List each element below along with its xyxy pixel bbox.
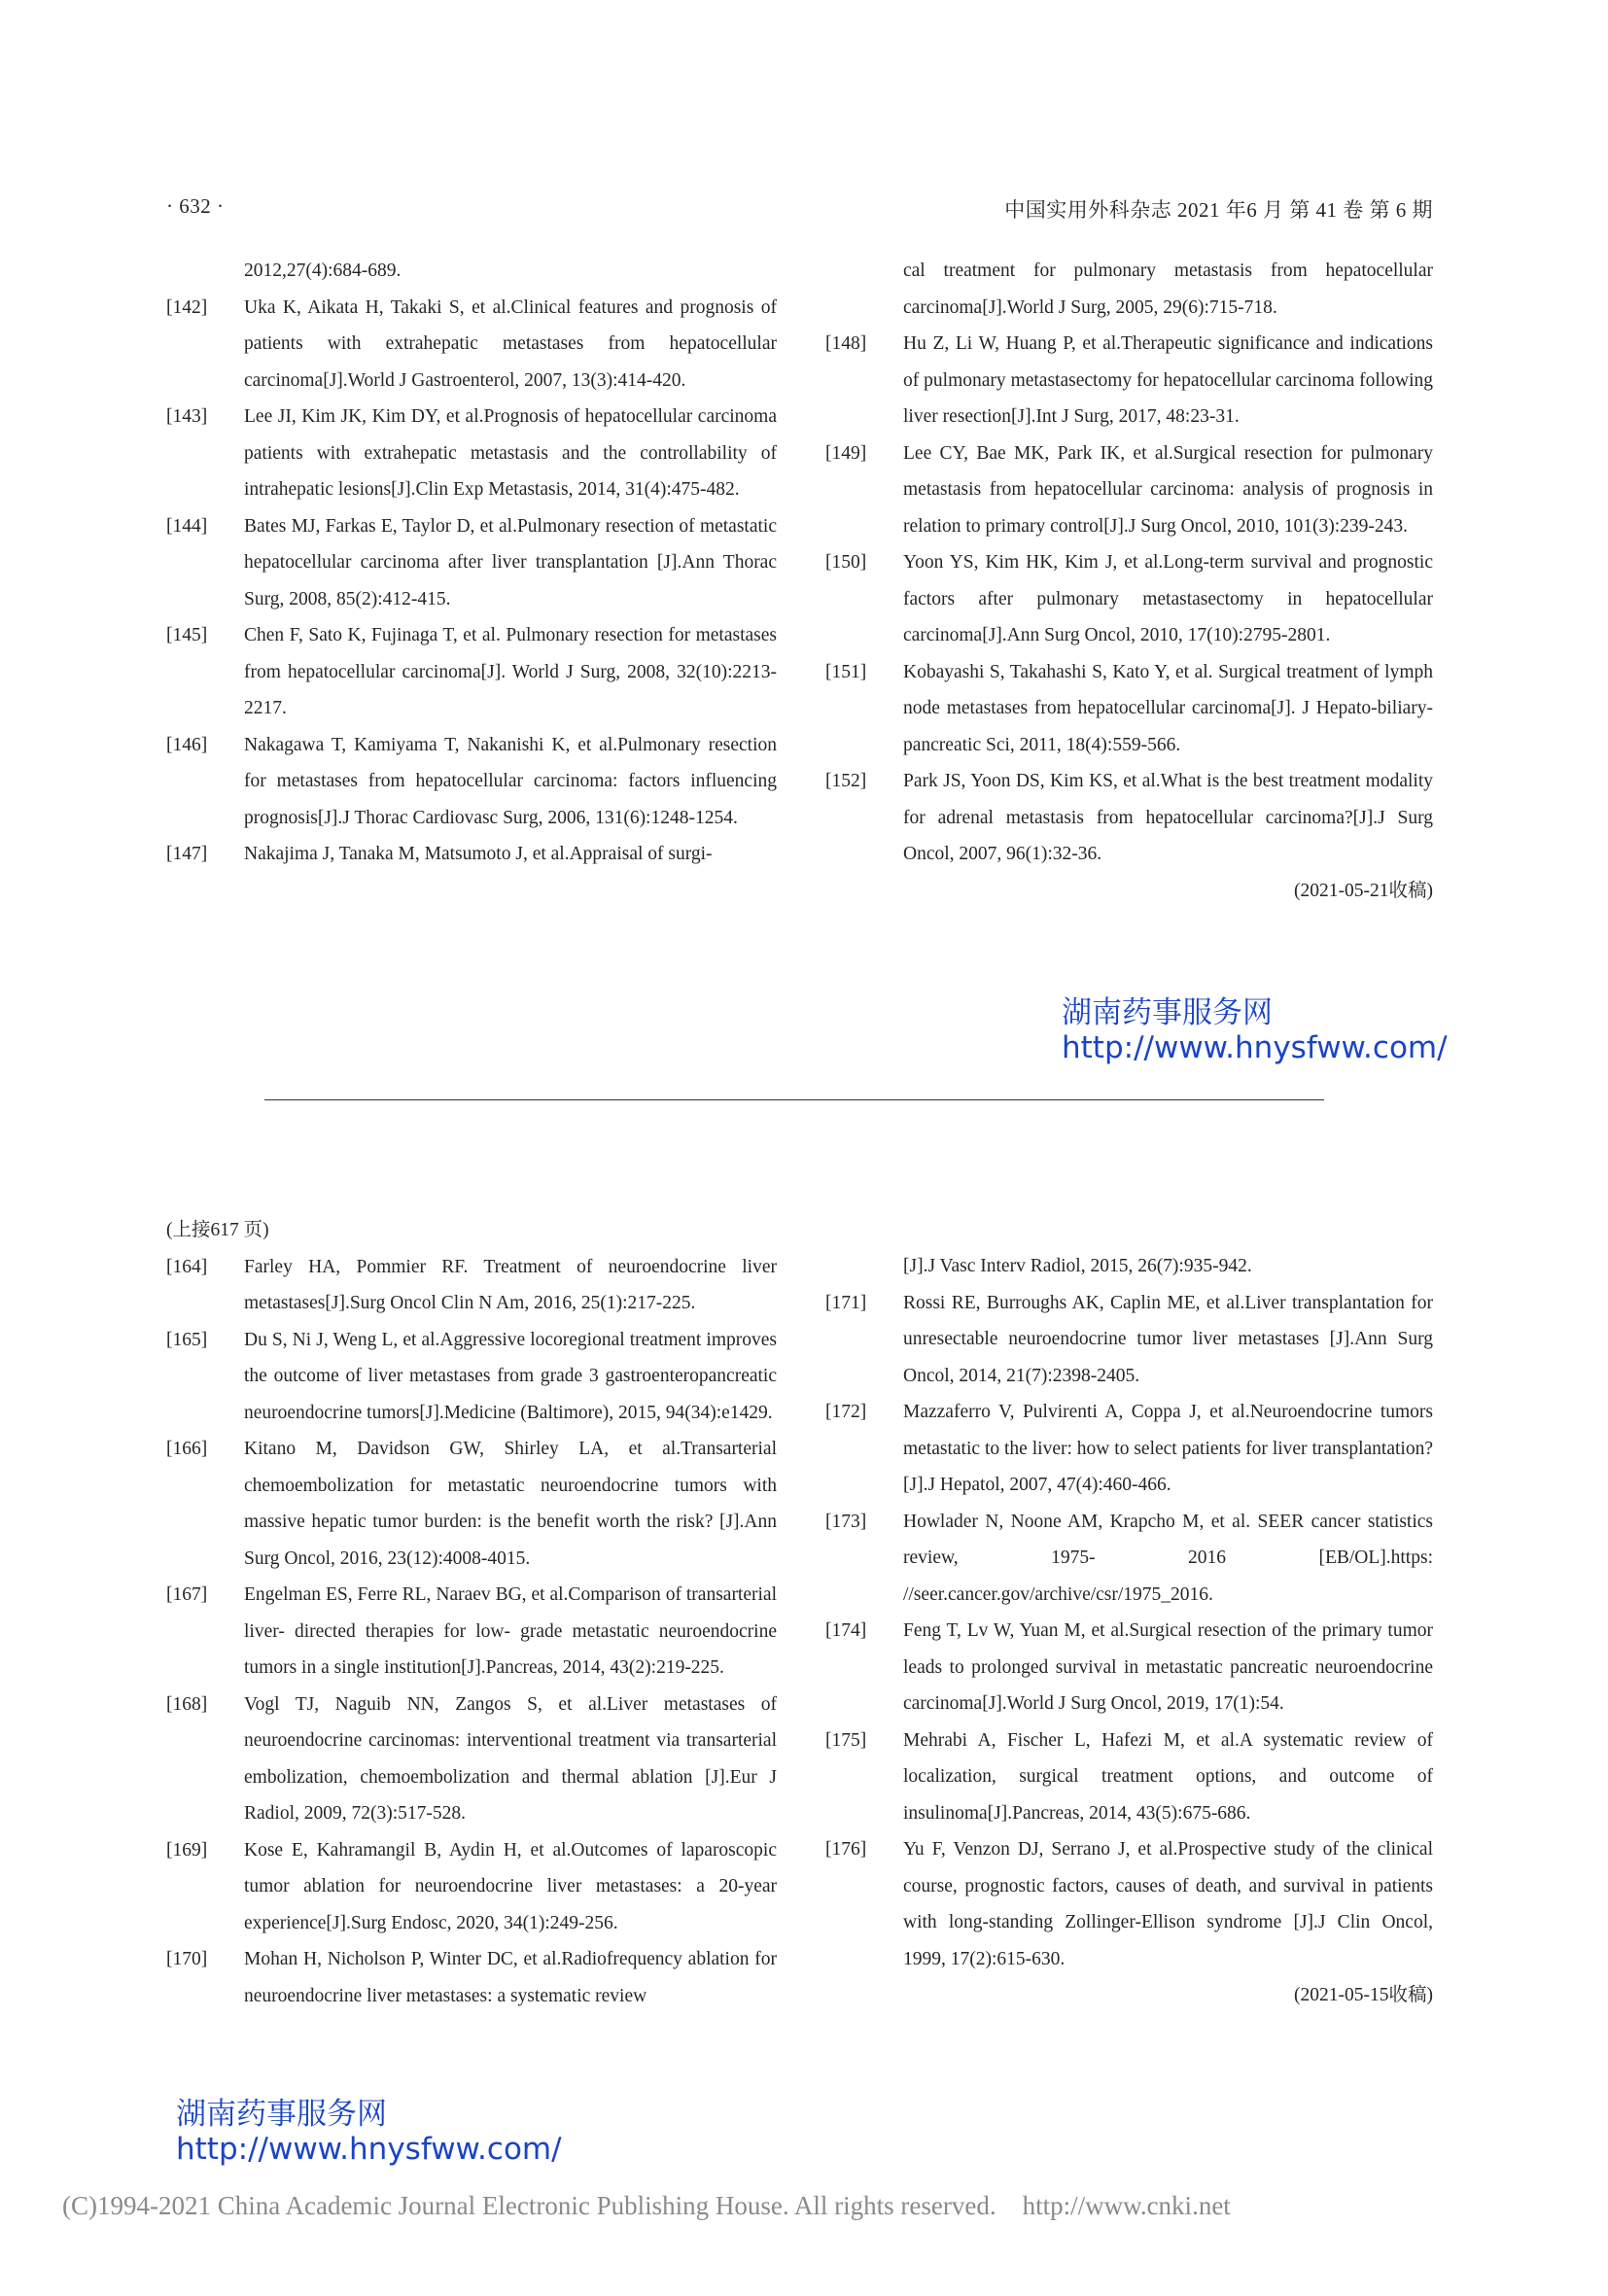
cnki-link[interactable]: http://www.cnki.net [1022, 2191, 1231, 2220]
watermark-top [1062, 995, 1448, 1065]
copyright-text: (C)1994-2021 China Academic Journal Electronic Publishing House. All rights reserved. [62, 2191, 996, 2220]
watermark-url: http://www.hnysfww.com/ [176, 2132, 562, 2167]
reference-172 [825, 1394, 1433, 1504]
reference-text: Mazzaferro V, Pulvirenti A, Coppa J, et al.Neuroendocrine tumors metastatic to the liver: how to select patients for liver transplantation?[J].J Hepatol, 2007, 47(4):460-466. [903, 1402, 1433, 1495]
reference-150 [825, 544, 1433, 654]
bottom-left-column [166, 1212, 777, 2014]
reference-text: Howlader N, Noone AM, Krapcho M, et al. SEER cancer statistics review, 1975- 2016 [EB/OL].https: //seer.cancer.gov/archive/csr/1975_2016. [903, 1511, 1433, 1605]
reference-number: [164] [166, 1256, 208, 1277]
reference-number: [149] [825, 442, 867, 464]
reference-text: Nakajima J, Tanaka M, Matsumoto J, et al.Appraisal of surgi- [244, 844, 713, 864]
reference-174 [825, 1613, 1433, 1722]
reference-text: Mohan H, Nicholson P, Winter DC, et al.Radiofrequency ablation for neuroendocrine liver metastases: a systematic review [244, 1949, 777, 2006]
reference-text: Kobayashi S, Takahashi S, Kato Y, et al. Surgical treatment of lymph node metastases from hepatocellular carcinoma[J]. J Hepato-biliary-pancreatic Sci, 2011, 18(4):559-566. [903, 661, 1433, 755]
reference-text: Uka K, Aikata H, Takaki S, et al.Clinical features and prognosis of patients with extrahepatic metastases from hepatocellular carcinoma[J].World J Gastroenterol, 2007, 13(3):414-420. [244, 296, 777, 391]
reference-continuation: 2012,27(4):684-689. [244, 261, 402, 281]
reference-text: Lee CY, Bae MK, Park IK, et al.Surgical resection for pulmonary metastasis from hepatocellular carcinoma: analysis of prognosis in relation to primary control[J].J Surg Oncol, 2010, 101(3):239-243. [903, 442, 1433, 537]
reference-text: Hu Z, Li W, Huang P, et al.Therapeutic significance and indications of pulmonary metastasectomy for hepatocellular carcinoma following liver resection[J].Int J Surg, 2017, 48:23-31. [903, 333, 1433, 427]
reference-164 [166, 1249, 777, 1322]
reference-text: Chen F, Sato K, Fujinaga T, et al. Pulmonary resection for metastases from hepatocellular carcinoma[J]. World J Surg, 2008, 32(10):2213-2217. [244, 625, 777, 718]
watermark-name: 湖南药事服务网 [176, 2097, 387, 2132]
reference-173 [825, 1504, 1433, 1614]
reference-147 [166, 836, 777, 873]
reference-151 [825, 654, 1433, 764]
reference-number: [151] [825, 661, 867, 682]
reference-number: [142] [166, 296, 208, 318]
reference-number: [146] [166, 734, 208, 755]
continuation-label: (上接617 页) [166, 1220, 269, 1240]
reference-176 [825, 1831, 1433, 1977]
reference-text: Mehrabi A, Fischer L, Hafezi M, et al.A systematic review of localization, surgical treatment options, and outcome of insulinoma[J].Pancreas, 2014, 43(5):675-686. [903, 1729, 1433, 1824]
reference-171 [825, 1285, 1433, 1395]
reference-152 [825, 763, 1433, 873]
reference-text: Nakagawa T, Kamiyama T, Nakanishi K, et al.Pulmonary resection for metastases from hepatocellular carcinoma: factors influencing prognosis[J].J Thorac Cardiovasc Surg, 2006, 131(6):1248-1254. [244, 734, 777, 828]
reference-143 [166, 399, 777, 508]
reference-text: Vogl TJ, Naguib NN, Zangos S, et al.Liver metastases of neuroendocrine carcinomas: interventional treatment via transarterial embolization, chemoembolization and thermal ablation [J].Eur J Radiol, 2009, 72(3):517-528. [244, 1693, 777, 1824]
received-date: (2021-05-21收稿) [1294, 880, 1433, 901]
reference-number: [152] [825, 771, 867, 791]
reference-167 [166, 1577, 777, 1687]
reference-text: Kitano M, Davidson GW, Shirley LA, et al.Transarterial chemoembolization for metastatic neuroendocrine tumors with massive hepatic tumor burden: is the benefit worth the risk? [J].Ann Surg Oncol, 2016, 23(12):4008-4015. [244, 1439, 777, 1569]
reference-number: [169] [166, 1839, 208, 1861]
reference-continuation: cal treatment for pulmonary metastasis from hepatocellular carcinoma[J].World J Surg, 2005, 29(6):715-718. [903, 261, 1433, 318]
reference-number: [168] [166, 1693, 208, 1715]
reference-148 [825, 326, 1433, 435]
reference-text: Farley HA, Pommier RF. Treatment of neuroendocrine liver metastases[J].Surg Oncol Clin N Am, 2016, 25(1):217-225. [244, 1256, 777, 1313]
reference-text: Lee JI, Kim JK, Kim DY, et al.Prognosis of hepatocellular carcinoma patients with extrahepatic metastasis and the controllability of intrahepatic lesions[J].Clin Exp Metastasis, 2014, 31(4):475-482. [244, 406, 777, 500]
reference-145 [166, 617, 777, 727]
reference-number: [167] [166, 1584, 208, 1605]
reference-continuation: [J].J Vasc Interv Radiol, 2015, 26(7):935-942. [903, 1256, 1252, 1276]
reference-number: [175] [825, 1729, 867, 1751]
reference-number: [173] [825, 1511, 867, 1532]
watermark-url: http://www.hnysfww.com/ [1062, 1030, 1448, 1065]
reference-number: [148] [825, 333, 867, 354]
reference-number: [165] [166, 1329, 208, 1350]
reference-144 [166, 508, 777, 618]
reference-142 [166, 290, 777, 400]
bottom-right-column [825, 1248, 1433, 2014]
reference-number: [171] [825, 1292, 867, 1313]
reference-number: [166] [166, 1439, 208, 1459]
reference-text: Yoon YS, Kim HK, Kim J, et al.Long-term survival and prognostic factors after pulmonary metastasectomy in hepatocellular carcinoma[J].Ann Surg Oncol, 2010, 17(10):2795-2801. [903, 552, 1433, 645]
reference-number: [176] [825, 1839, 867, 1860]
reference-175 [825, 1722, 1433, 1832]
top-left-column [166, 253, 777, 873]
received-date: (2021-05-15收稿) [1294, 1985, 1433, 2005]
watermark-name: 湖南药事服务网 [1062, 995, 1273, 1030]
reference-166 [166, 1431, 777, 1577]
reference-146 [166, 727, 777, 837]
reference-text: Feng T, Lv W, Yuan M, et al.Surgical resection of the primary tumor leads to prolonged survival in metastatic pancreatic neuroendocrine carcinoma[J].World J Surg Oncol, 2019, 17(1):54. [903, 1620, 1433, 1714]
reference-text: Park JS, Yoon DS, Kim KS, et al.What is the best treatment modality for adrenal metastasis from hepatocellular carcinoma?[J].J Surg Oncol, 2007, 96(1):32-36. [903, 771, 1433, 864]
reference-149 [825, 435, 1433, 545]
copyright-footer [62, 2191, 1231, 2221]
reference-165 [166, 1322, 777, 1432]
reference-text: Du S, Ni J, Weng L, et al.Aggressive locoregional treatment improves the outcome of liver metastases from grade 3 gastroenteropancreatic neuroendocrine tumors[J].Medicine (Baltimore), 2015, 94(34):e1429. [244, 1329, 777, 1423]
reference-168 [166, 1687, 777, 1832]
reference-text: Rossi RE, Burroughs AK, Caplin ME, et al.Liver transplantation for unresectable neuroendocrine tumor liver metastases [J].Ann Surg Oncol, 2014, 21(7):2398-2405. [903, 1292, 1433, 1386]
reference-text: Yu F, Venzon DJ, Serrano J, et al.Prospective study of the clinical course, prognostic factors, causes of death, and survival in patients with long-standing Zollinger-Ellison syndrome [J].J Clin Oncol, 1999, 17(2):615-630. [903, 1839, 1433, 1969]
reference-169 [166, 1832, 777, 1942]
reference-number: [150] [825, 552, 867, 573]
reference-number: [172] [825, 1402, 867, 1422]
journal-running-header: 中国实用外科杂志 2021 年6 月 第 41 卷 第 6 期 [1004, 198, 1433, 222]
reference-text: Engelman ES, Ferre RL, Naraev BG, et al.Comparison of transarterial liver- directed therapies for low- grade metastatic neuroendocrine tumors in a single institution[J].Pancreas, 2014, 43(2):219-225. [244, 1584, 777, 1678]
watermark-bottom [176, 2097, 562, 2167]
top-right-column [825, 253, 1433, 909]
section-divider [264, 1099, 1324, 1100]
reference-number: [143] [166, 406, 208, 427]
reference-170 [166, 1941, 777, 2014]
reference-text: Bates MJ, Farkas E, Taylor D, et al.Pulmonary resection of metastatic hepatocellular carcinoma after liver transplantation [J].Ann Thorac Surg, 2008, 85(2):412-415. [244, 515, 777, 609]
reference-number: [145] [166, 625, 208, 645]
reference-number: [144] [166, 515, 208, 537]
page-number: · 632 · [166, 194, 225, 218]
reference-text: Kose E, Kahramangil B, Aydin H, et al.Outcomes of laparoscopic tumor ablation for neuroendocrine liver metastases: a 20-year experience[J].Surg Endosc, 2020, 34(1):249-256. [244, 1839, 777, 1933]
reference-number: [174] [825, 1620, 867, 1641]
reference-number: [147] [166, 844, 208, 864]
reference-number: [170] [166, 1949, 208, 1969]
